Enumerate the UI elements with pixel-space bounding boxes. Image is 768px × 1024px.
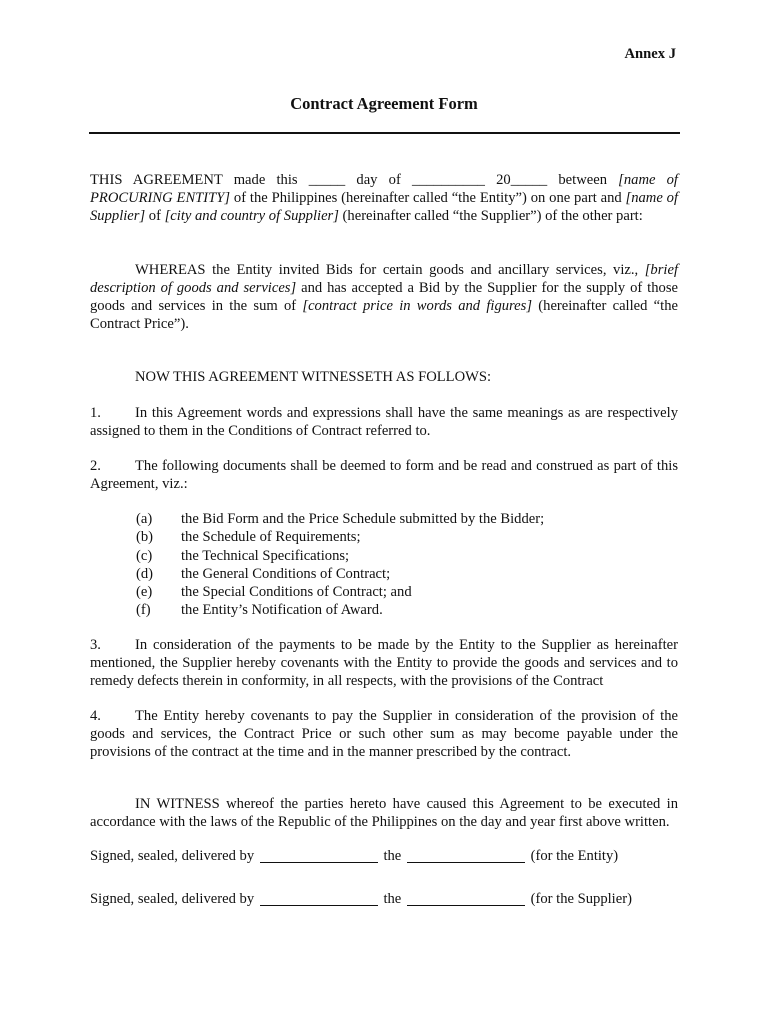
clause-2	[90, 457, 678, 493]
title-divider	[89, 132, 680, 134]
clause-text: In consideration of the payments to be made by the Entity to the Supplier as hereinafter mentioned, the Supplier hereby covenants with the Entity to provide the goods and services and to remedy defects therein in conformity, in all respects, with the provisions of the Contract	[90, 637, 678, 689]
whereas-text-2: and has accepted a Bid by the Supplier for the supply of those goods and services in the sum of	[90, 280, 678, 314]
clause-text: The Entity hereby covenants to pay the Supplier in consideration of the provision of the goods and services, the Contract Price or such other sum as may become payable under the provisions of the contract at the time and in the manner prescribed by the contract.	[90, 708, 678, 760]
signature-line-supplier	[90, 891, 680, 908]
list-item-text: the Schedule of Requirements;	[181, 529, 361, 546]
intro-city-placeholder: [city and country of Supplier]	[164, 208, 339, 224]
list-item-label: (c)	[136, 547, 153, 564]
signatory-name-field[interactable]	[260, 848, 378, 863]
clause-number: 2.	[90, 458, 101, 474]
signature-mid: the	[383, 848, 402, 864]
list-item-label: (e)	[136, 584, 153, 601]
list-item-text: the Technical Specifications;	[181, 547, 350, 564]
list-item-label: (b)	[136, 529, 154, 546]
list-item-text: the Special Conditions of Contract; and	[181, 584, 412, 601]
list-item	[136, 547, 544, 565]
list-item-label: (d)	[136, 565, 154, 582]
in-witness-paragraph: IN WITNESS whereof the parties hereto have caused this Agreement to be executed in accordance with the laws of the Republic of the Philippines on the day and year first above written.	[90, 796, 678, 830]
signature-prefix: Signed, sealed, delivered by	[90, 848, 255, 864]
page-title: Contract Agreement Form	[290, 94, 478, 113]
list-item-label: (a)	[136, 511, 153, 527]
clause-3	[90, 636, 678, 690]
signatory-name-field[interactable]	[260, 891, 378, 906]
intro-text-1: THIS AGREEMENT made this _____ day of __________ 20_____ between	[90, 172, 619, 188]
list-item	[136, 583, 544, 601]
whereas-text-3: (hereinafter called “the Contract Price”).	[90, 298, 678, 332]
list-item	[136, 510, 544, 528]
list-item-text: the Entity’s Notification of Award.	[181, 602, 383, 619]
signature-line-entity	[90, 848, 680, 865]
clause-text: The following documents shall be deemed to form and be read and construed as part of this Agreement, viz.:	[90, 458, 678, 492]
intro-text-3: of	[145, 208, 165, 224]
signatory-title-field[interactable]	[407, 848, 525, 863]
signature-prefix: Signed, sealed, delivered by	[90, 891, 255, 907]
list-item	[136, 565, 544, 583]
signatory-title-field[interactable]	[407, 891, 525, 906]
whereas-paragraph	[90, 261, 678, 333]
list-item-text: the General Conditions of Contract;	[181, 565, 391, 582]
witnesseth-heading: NOW THIS AGREEMENT WITNESSETH AS FOLLOWS:	[135, 369, 492, 385]
whereas-text-1: WHEREAS the Entity invited Bids for certain goods and ancillary services, viz.,	[135, 262, 645, 278]
clause-number: 4.	[90, 708, 101, 724]
signature-mid: the	[383, 891, 402, 907]
intro-supplier-placeholder: [name of Supplier]	[90, 190, 679, 224]
documents-list	[136, 510, 544, 620]
annex-label: Annex J	[624, 46, 676, 62]
intro-text-2: of the Philippines (hereinafter called “the Entity”) on one part and	[230, 190, 626, 206]
list-item-text: the Bid Form and the Price Schedule submitted by the Bidder;	[181, 511, 545, 527]
intro-text-4: (hereinafter called “the Supplier”) of the other part:	[338, 208, 643, 224]
clause-text: In this Agreement words and expressions shall have the same meanings as are respectively assigned to them in the Conditions of Contract referred to.	[90, 405, 678, 439]
clause-number: 3.	[90, 637, 101, 653]
signature-suffix: (for the Entity)	[530, 848, 619, 864]
whereas-goods-placeholder: [brief description of goods and services]	[90, 262, 678, 296]
clause-1	[90, 404, 678, 440]
list-item-label: (f)	[136, 602, 151, 619]
clause-number: 1.	[90, 405, 101, 421]
signature-suffix: (for the Supplier)	[530, 891, 632, 907]
intro-paragraph	[90, 171, 678, 225]
clause-4	[90, 707, 678, 761]
whereas-price-placeholder: [contract price in words and figures]	[302, 298, 533, 314]
intro-entity-placeholder: [name of PROCURING ENTITY]	[90, 172, 678, 206]
list-item	[136, 601, 544, 619]
list-item	[136, 528, 544, 546]
